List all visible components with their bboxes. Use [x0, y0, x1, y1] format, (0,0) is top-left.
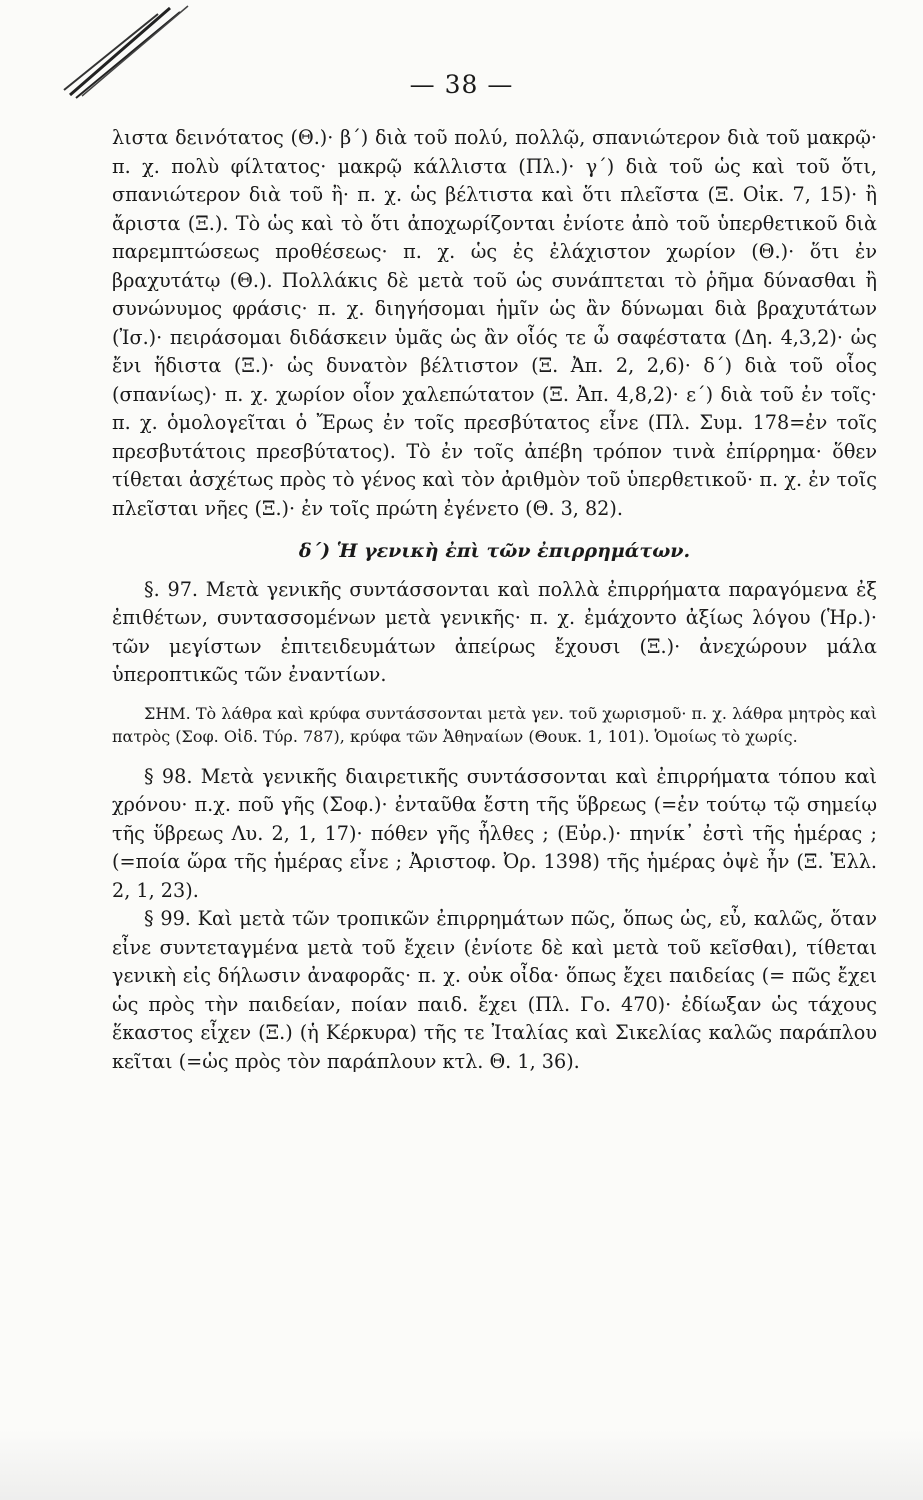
- page-body: [112, 124, 877, 1076]
- paragraph-98: § 98. Μετὰ γενικῆς διαιρετικῆς συντάσσονται καὶ ἐπιρρήματα τόπου καὶ χρόνου· π.χ. ποῦ γῆς (Σοφ.)· ἐνταῦθα ἔστη τῆς ὕβρεως (=ἐν τούτῳ τῷ σημείῳ τῆς ὕβρεως Λυ. 2, 1, 17)· πόθεν γῆς ἦλθες ; (Εὐρ.)· πηνίκ᾽ ἐστὶ τῆς ἡμέρας ; (=ποία ὥρα τῆς ἡμέρας εἶνε ; Ἀριστοφ. Ὀρ. 1398) τῆς ἡμέρας ὀψὲ ἦν (Ξ. Ἑλλ. 2, 1, 23).: [112, 764, 877, 902]
- page-edge-shadow: [0, 1430, 923, 1500]
- paragraph-97: §. 97. Μετὰ γενικῆς συντάσσονται καὶ πολλὰ ἐπιρρήματα παραγόμενα ἐξ ἐπιθέτων, συντασσομένων μετὰ γενικῆς· π. χ. ἐμάχοντο ἀξίως λόγου (Ἡρ.)· τῶν μεγίστων ἐπιτειδευμάτων ἀπείρως ἔχουσι (Ξ.)· ἀνεχώρουν μάλα ὑπεροπτικῶς τῶν ἐναντίων.: [112, 577, 877, 686]
- section-heading: δ΄) Ἡ γενικὴ ἐπὶ τῶν ἐπιρρημάτων.: [298, 540, 691, 562]
- page-number: — 38 —: [409, 70, 514, 99]
- paragraph-superlative: λιστα δεινότατος (Θ.)· β΄) διὰ τοῦ πολύ, πολλῷ, σπανιώτερον διὰ τοῦ μακρῷ· π. χ. πολὺ φίλτατος· μακρῷ κάλλιστα (Πλ.)· γ΄) διὰ τοῦ ὡς καὶ τοῦ ὅτι, σπανιώτερον διὰ τοῦ ἢ· π. χ. ὡς βέλτιστα καὶ ὅτι πλεῖστα (Ξ. Οἰκ. 7, 15)· ἢ ἄριστα (Ξ.). Τὸ ὡς καὶ τὸ ὅτι ἀποχωρίζονται ἐνίοτε ἀπὸ τοῦ ὑπερθετικοῦ διὰ παρεμπτώσεως προθέσεως· π. χ. ὡς ἐς ἐλάχιστον χωρίον (Θ.)· ὅτι ἐν βραχυτάτῳ (Θ.). Πολλάκις δὲ μετὰ τοῦ ὡς συνάπτεται τὸ ῥῆμα δύνασθαι ἢ συνώνυμος φράσις· π. χ. διηγήσομαι ἡμῖν ὡς ἂν δύνωμαι διὰ βραχυτάτων (Ἰσ.)· πειράσομαι διδάσκειν ὑμᾶς ὡς ἂν οἷός τε ὦ σαφέστατα (Δη. 4,3,2)· ὡς ἔνι ἥδιστα (Ξ.)· ὡς δυνατὸν βέλτιστον (Ξ. Ἀπ. 2, 2,6)· δ΄) διὰ τοῦ οἷος (σπανίως)· π. χ. χωρίον οἷον χαλεπώτατον (Ξ. Ἀπ. 4,8,2)· ε΄) διὰ τοῦ ἐν τοῖς· π. χ. ὁμολογεῖται ὁ Ἔρως ἐν τοῖς πρεσβύτατος εἶνε (Πλ. Συμ. 178=ἐν τοῖς πρεσβυτάτοις πρεσβύτατος). Τὸ ἐν τοῖς ἀπέβη τρόπον τινὰ ἐπίρρημα· ὅθεν τίθεται ἀσχέτως πρὸς τὸ γένος καὶ τὸν ἀριθμὸν τοῦ ὑπερθετικοῦ· π. χ. ἐν τοῖς πλεῖσται νῆες (Ξ.)· ἐν τοῖς πρώτη ἐγένετο (Θ. 3, 82).: [112, 126, 877, 520]
- paragraph-99: § 99. Καὶ μετὰ τῶν τροπικῶν ἐπιρρημάτων πῶς, ὅπως ὡς, εὖ, καλῶς, ὅταν εἶνε συντεταγμένα μετὰ τοῦ ἔχειν (ἐνίοτε δὲ καὶ μετὰ τοῦ κεῖσθαι), τίθεται γενικὴ εἰς δήλωσιν ἀναφορᾶς· π. χ. οὐκ οἶδα· ὅπως ἔχει παιδείας (= πῶς ἔχει ὡς πρὸς τὴν παιδείαν, ποίαν παιδ. ἔχει (Πλ. Γο. 470)· ἐδίωξαν ὡς τάχους ἕκαστος εἶχεν (Ξ.) (ἡ Κέρκυρα) τῆς τε Ἰταλίας καὶ Σικελίας καλῶς παράπλου κεῖται (=ὡς πρὸς τὸν παράπλουν κτλ. Θ. 1, 36).: [112, 907, 877, 1073]
- footnote-sem: ΣΗΜ. Τὸ λάθρα καὶ κρύφα συντάσσονται μετὰ γεν. τοῦ χωρισμοῦ· π. χ. λάθρα μητρὸς καὶ πατρὸς (Σοφ. Οἰδ. Τύρ. 787), κρύφα τῶν Ἀθηναίων (Θουκ. 1, 101). Ὁμοίως τὸ χωρίς.: [112, 703, 877, 746]
